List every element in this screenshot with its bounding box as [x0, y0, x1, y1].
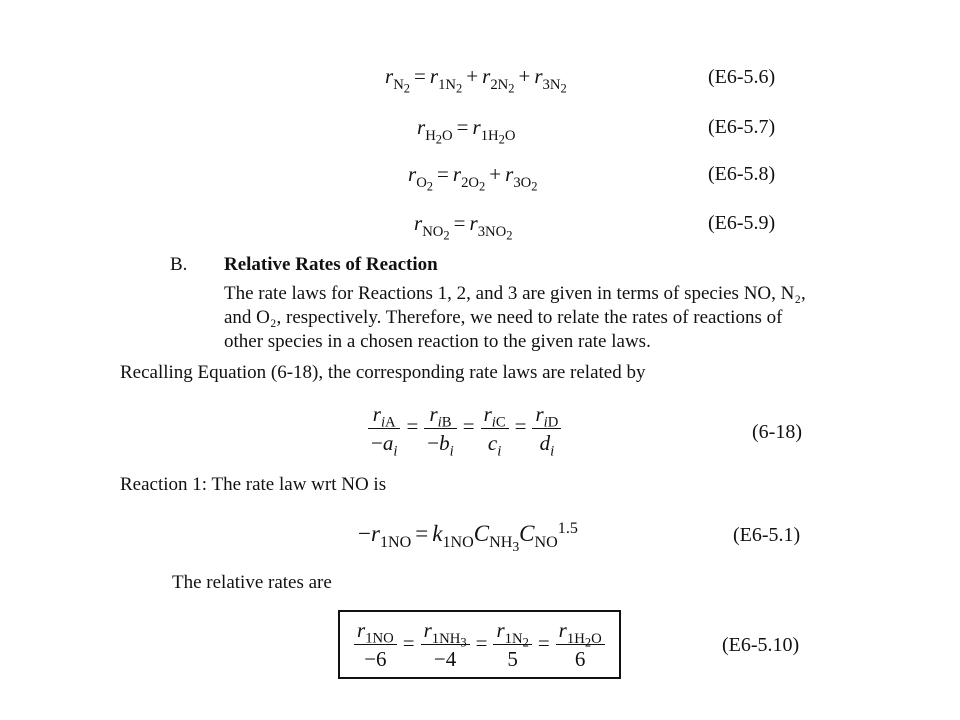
equation-label: (E6-5.10)	[722, 634, 800, 656]
section-title: Relative Rates of Reaction	[224, 254, 438, 275]
equation-label: (E6-5.8)	[708, 163, 776, 185]
relative-rates-text: The relative rates are	[172, 572, 332, 593]
equation-label: (E6-5.1)	[733, 524, 801, 546]
equation-e6-5-1: $-r_{1NO} = k_{1NO}C_{NH_3}C_{NO}^{1.5}$	[358, 519, 578, 555]
equation-e6-5-6: $r_{N_2}= r_{1N_2}+ r_{2N_2}+ r_{3N_2}$	[385, 64, 567, 96]
equation-label: (E6-5.7)	[708, 116, 776, 138]
equation-label: (E6-5.6)	[708, 66, 776, 88]
equation-label: (E6-5.9)	[708, 212, 776, 234]
equation-label: (6-18)	[752, 421, 802, 443]
equation-e6-5-7: $r_{H_2O} = r_{1H_2O}$	[417, 115, 516, 147]
reaction1-text: Reaction 1: The rate law wrt NO is	[120, 474, 387, 495]
section-letter: B.	[170, 254, 188, 275]
recalling-text: Recalling Equation (6-18), the corresponding rate laws are related by	[120, 362, 646, 383]
equation-e6-5-9: $r_{NO_2}= r_{3NO_2}$	[414, 211, 513, 243]
section-paragraph: The rate laws for Reactions 1, 2, and 3 are given in terms of species NO, N₂, and O₂, respectively. Therefore, we need to relate the rates of reactions of other species in a chosen reaction to the given rate laws.	[224, 283, 806, 352]
equation-e6-5-10-box: $\frac{r_{1NO}}{-6}$ = $\frac{r_{1NH_3}}{-4}$ = $\frac{r_{1N_2}}{5}$ = $\frac{r_{1H_2O}}{6}$	[338, 610, 621, 679]
exponent: 1.5	[557, 519, 578, 537]
equation-e6-5-8: $r_{O_2}= r_{2O_2}+ r_{3O_2}$	[408, 162, 538, 194]
equation-6-18: $\frac{r_{iA}}{-a_i}$ = $\frac{r_{iB}}{-b_i}$ = $\frac{r_{iC}}{c_i}$ = $\frac{r_{iD}}{d_i}$	[366, 402, 563, 455]
